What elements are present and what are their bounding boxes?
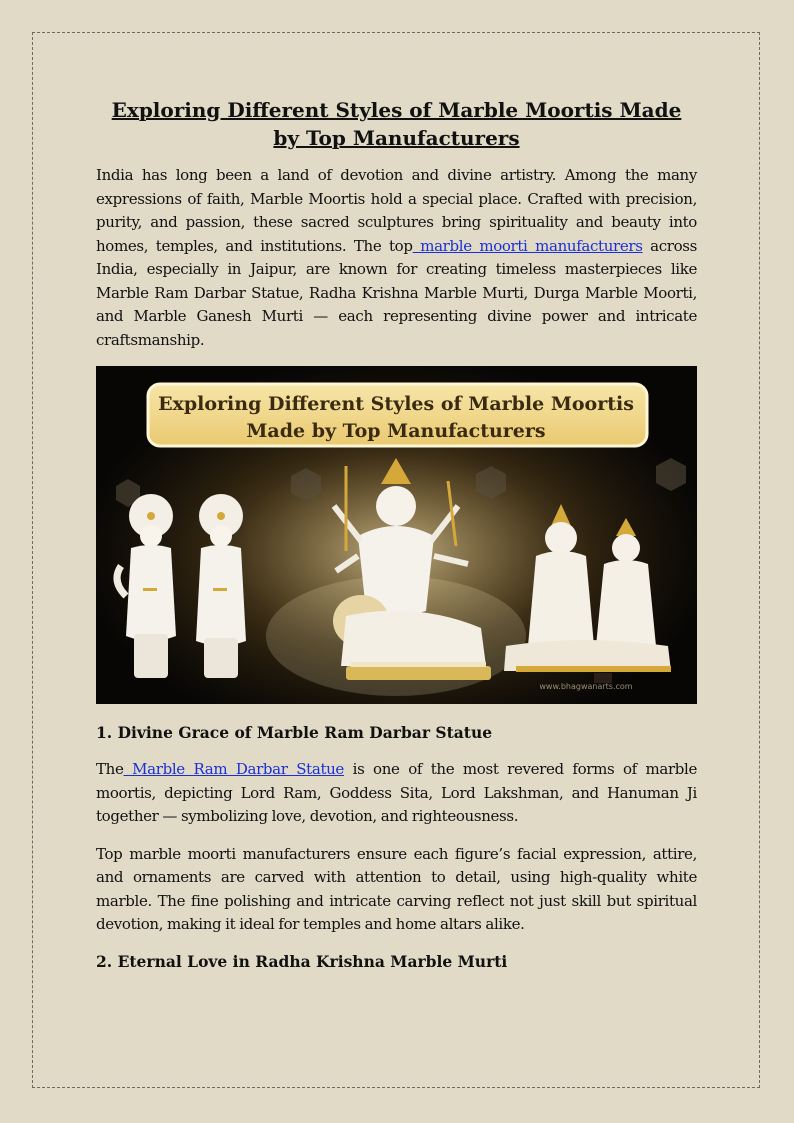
page-title: Exploring Different Styles of Marble Moortis Made by Top Manufacturers (111, 98, 682, 150)
intro-paragraph (96, 164, 697, 352)
marble-moorti-manufacturers-link[interactable]: marble moorti manufacturers (412, 236, 643, 255)
section-1-paragraph-1 (96, 758, 697, 829)
intro-text-after: across India, especially in Jaipur, are known for creating timeless masterpieces like Marble Ram Darbar Statue, Radha Krishna Marble Murti, Durga Marble Moorti, and Marble Ganesh Murti — each representing divine power and intricate craftsmanship. (96, 236, 698, 349)
document-body (96, 96, 697, 987)
section-1-heading: 1. Divine Grace of Marble Ram Darbar Statue (96, 723, 493, 742)
section-1-paragraph-2: Top marble moorti manufacturers ensure each figure’s facial expression, attire, and ornaments are carved with attention to detail, using high-quality white marble. The fine polishing and intricate carving reflect not just skill but spiritual devotion, making it ideal for temples and home altars alike. (96, 844, 697, 933)
hero-illustration (96, 366, 697, 704)
ram-darbar-statue-link[interactable]: Marble Ram Darbar Statue (123, 760, 344, 778)
section-1-text-before: The (96, 760, 124, 778)
intro-text-before: India has long been a land of devotion and divine artistry. Among the many expressions of faith, Marble Moortis hold a special place. Crafted with precision, purity, and passion, these sacred sculptures bring spirituality and beauty into homes, temples, and institutions. The top (96, 166, 697, 255)
banner-line-1: Exploring Different Styles of Marble Moortis (158, 393, 634, 415)
hero-image (96, 366, 697, 704)
banner-line-2: Made by Top Manufacturers (246, 420, 546, 442)
section-2-heading: 2. Eternal Love in Radha Krishna Marble Murti (96, 951, 508, 971)
section-1-text-after: is one of the most revered forms of marble moortis, depicting Lord Ram, Goddess Sita, Lord Lakshman, and Hanuman Ji together — symbolizing love, devotion, and righteousness. (96, 760, 697, 825)
banner-watermark: www.bhagwanarts.com (539, 682, 633, 691)
